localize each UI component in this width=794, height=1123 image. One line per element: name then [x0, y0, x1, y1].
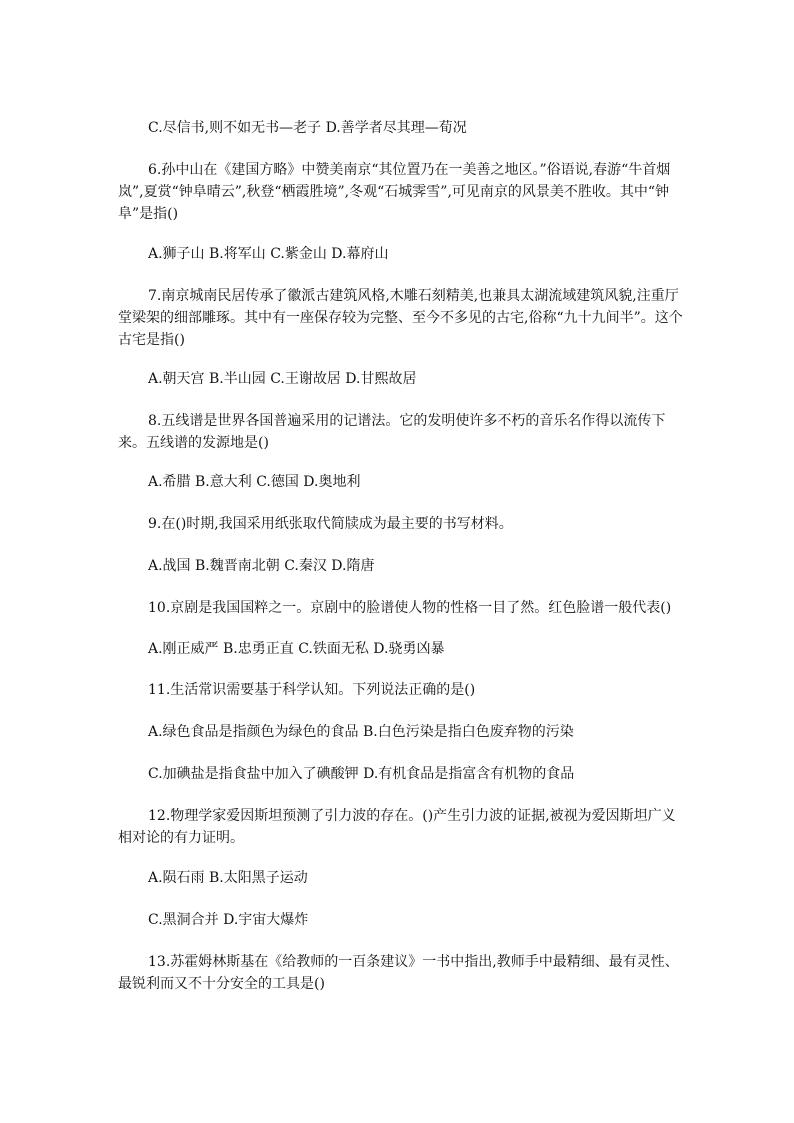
- question-13: 13.苏霍姆林斯基在《给教师的一百条建议》一书中指出,教师手中最精细、最有灵性、最锐利而又不十分安全的工具是(): [118, 954, 679, 992]
- question-10: 10.京剧是我国国粹之一。京剧中的脸谱使人物的性格一目了然。红色脸谱一般代表(): [148, 600, 672, 616]
- option-line: A.陨石雨 B.太阳黑子运动: [148, 870, 308, 886]
- option-line: C.黑洞合并 D.宇宙大爆炸: [148, 912, 309, 928]
- option-line: C.加碘盐是指食盐中加入了碘酸钾 D.有机食品是指富含有机物的食品: [148, 766, 575, 782]
- question-6: 6.孙中山在《建国方略》中赞美南京“其位置乃在一美善之地区。”俗语说,春游“牛首烟岚”,夏赏“钟阜晴云”,秋登“栖霞胜境”,冬观“石城霁雪”,可见南京的风景美不胜收。其中“钟阜”是指(): [118, 162, 671, 222]
- question-12: 12.物理学家爱因斯坦预测了引力波的存在。()产生引力波的证据,被视为爱因斯坦广义相对论的有力证明。: [118, 808, 676, 846]
- option-line: A.战国 B.魏晋南北朝 C.秦汉 D.隋唐: [148, 558, 375, 574]
- option-line: A.狮子山 B.将军山 C.紫金山 D.幕府山: [148, 246, 389, 262]
- option-line: C.尽信书,则不如无书—老子 D.善学者尽其理—荀况: [148, 120, 467, 136]
- option-line: A.希腊 B.意大利 C.德国 D.奥地利: [148, 474, 361, 490]
- option-line: A.朝天宫 B.半山园 C.王谢故居 D.甘熙故居: [148, 371, 417, 387]
- question-7: 7.南京城南民居传承了徽派古建筑风格,木雕石刻精美,也兼具太湖流域建筑风貌,注重厅堂梁架的细部雕琢。其中有一座保存较为完整、至今不多见的古宅,俗称“九十九间半”。这个古宅是指(): [118, 288, 683, 348]
- option-line: A.刚正威严 B.忠勇正直 C.铁面无私 D.骁勇凶暴: [148, 641, 445, 657]
- question-8: 8.五线谱是世界各国普遍采用的记谱法。它的发明使许多不朽的音乐名作得以流传下来。五线谱的发源地是(): [118, 413, 666, 451]
- question-11: 11.生活常识需要基于科学认知。下列说法正确的是(): [148, 682, 476, 698]
- option-line: A.绿色食品是指颜色为绿色的食品 B.白色污染是指白色废弃物的污染: [148, 724, 574, 740]
- question-9: 9.在()时期,我国采用纸张取代简牍成为最主要的书写材料。: [148, 516, 513, 532]
